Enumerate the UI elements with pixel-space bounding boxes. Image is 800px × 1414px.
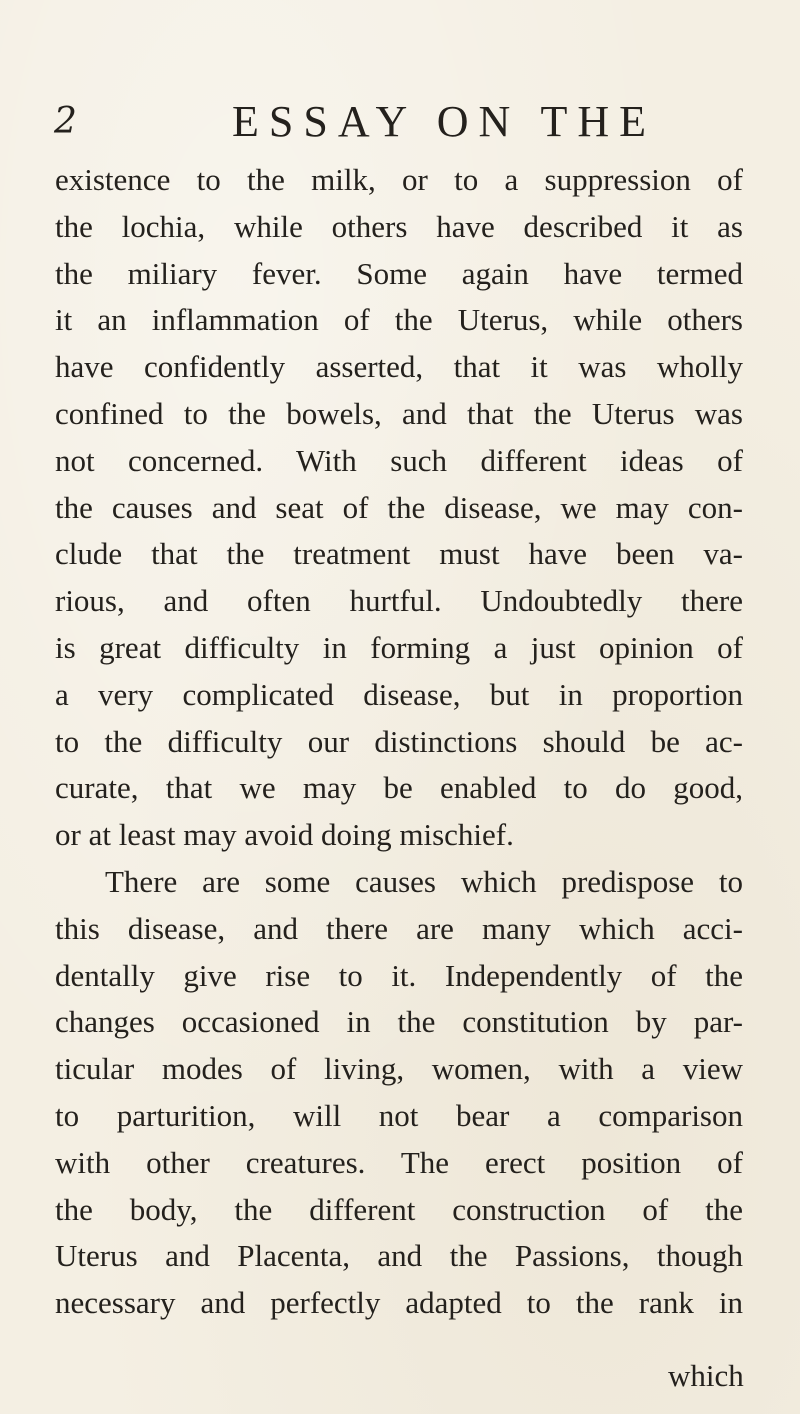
text-line: the lochia, while others have described it as [55,208,743,244]
text-line: confined to the bowels, and that the Uterus was [55,395,743,431]
text-line: curate, that we may be enabled to do good, [55,770,743,806]
body-text [55,157,743,1327]
page-number: 2 [54,101,77,142]
text-line: or at least may avoid doing mischief. [55,817,514,853]
text-line: the miliary fever. Some again have termed [55,255,743,291]
text-line: existence to the milk, or to a suppression of [55,162,743,197]
paragraph-start-line: There are some causes which predispose to [105,863,743,899]
text-line: to parturition, will not bear a comparison [55,1097,743,1133]
text-line: this disease, and there are many which acci- [55,910,743,946]
text-line: the body, the different construction of the [55,1191,743,1227]
catchword: which [668,1358,744,1393]
text-line: clude that the treatment must have been va- [55,536,743,572]
text-line: Uterus and Placenta, and the Passions, though [55,1238,743,1274]
text-line: the causes and seat of the disease, we may con- [55,489,743,525]
page-header [0,96,800,156]
text-line: changes occasioned in the constitution by par- [55,1004,743,1040]
text-line: a very complicated disease, but in proportion [55,676,743,712]
text-line: it an inflammation of the Uterus, while others [55,302,743,338]
text-line: ticular modes of living, women, with a view [55,1051,743,1087]
text-line: not concerned. With such different ideas of [55,442,743,478]
text-line: necessary and perfectly adapted to the rank in [55,1285,743,1321]
text-line: is great difficulty in forming a just opinion of [55,629,743,665]
running-head: ESSAY ON THE [232,97,656,146]
text-line: with other creatures. The erect position of [55,1144,743,1180]
text-line: rious, and often hurtful. Undoubtedly there [55,583,743,619]
text-line: dentally give rise to it. Independently of the [55,957,743,993]
text-line: have confidently asserted, that it was wholly [55,349,743,385]
text-line: to the difficulty our distinctions should be ac- [55,723,743,759]
